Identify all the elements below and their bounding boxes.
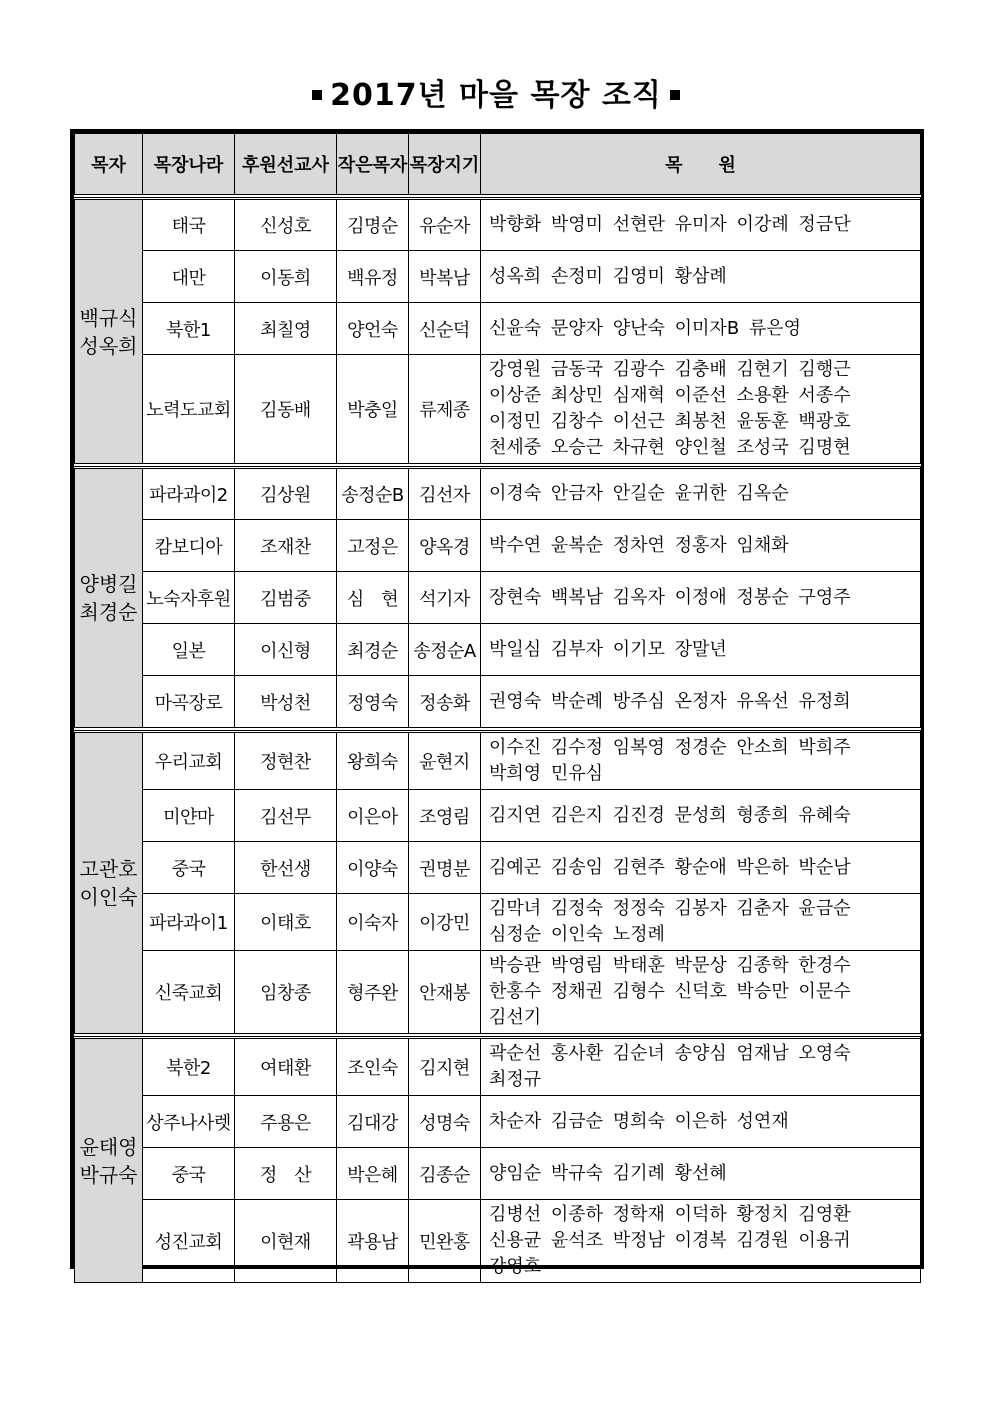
pastor-name: 성옥희 bbox=[79, 333, 138, 358]
members-line: 김선기 bbox=[489, 1007, 542, 1028]
members-line: 최정규 bbox=[489, 1069, 542, 1090]
members-line: 한홍수 정채권 김형수 신덕호 박승만 이문수 bbox=[489, 981, 851, 1002]
header-pastor: 목자 bbox=[75, 134, 143, 195]
small-pastor-cell: 백유정 bbox=[337, 251, 409, 303]
members-line: 이정민 김창수 이선근 최봉천 윤동훈 백광호 bbox=[489, 411, 851, 432]
missionary-cell: 이태호 bbox=[235, 894, 337, 951]
table-row bbox=[75, 1038, 921, 1096]
members-line: 박향화 박영미 선현란 유미자 이강례 정금단 bbox=[489, 214, 851, 235]
header-missionary: 후원선교사 bbox=[235, 134, 337, 195]
table-row bbox=[75, 199, 921, 251]
members-line: 천세중 오승근 차규현 양인철 조성국 김명현 bbox=[489, 437, 851, 458]
members-line: 성옥희 손정미 김영미 황삼례 bbox=[489, 265, 727, 287]
nation-cell: 중국 bbox=[143, 842, 235, 894]
small-pastor-cell: 박은혜 bbox=[337, 1148, 409, 1200]
square-bullet-icon bbox=[670, 90, 680, 100]
table-row bbox=[75, 1096, 921, 1148]
nation-cell: 중국 bbox=[143, 1148, 235, 1200]
pastor-name: 최경순 bbox=[79, 600, 138, 624]
page-title-text: 2017년 마을 목장 조직 bbox=[330, 78, 662, 113]
nation-cell: 노력도교회 bbox=[143, 355, 235, 464]
small-pastor-cell: 박충일 bbox=[337, 355, 409, 464]
nation-cell: 북한1 bbox=[143, 303, 235, 355]
header-nation: 목장나라 bbox=[143, 134, 235, 195]
pastor-name: 양병길 bbox=[79, 572, 138, 596]
pastor-cell bbox=[75, 468, 143, 728]
nation-cell: 마곡장로 bbox=[143, 676, 235, 728]
table-row bbox=[75, 732, 921, 790]
missionary-cell: 한선생 bbox=[235, 842, 337, 894]
keeper-cell: 권명분 bbox=[409, 842, 481, 894]
members-line: 신윤숙 문양자 양난숙 이미자B 류은영 bbox=[489, 317, 802, 339]
members-line: 곽순선 홍사환 김순녀 송양심 엄재남 오영숙 bbox=[489, 1043, 851, 1064]
table-row bbox=[75, 842, 921, 894]
members-cell bbox=[481, 468, 921, 520]
table-row bbox=[75, 676, 921, 728]
members-line: 박수연 윤복순 정차연 정홍자 임채화 bbox=[489, 534, 789, 556]
header-members: 목 원 bbox=[481, 134, 921, 195]
members-cell bbox=[481, 624, 921, 676]
pastor-cell bbox=[75, 1038, 143, 1283]
table-row bbox=[75, 624, 921, 676]
small-pastor-cell: 형주완 bbox=[337, 951, 409, 1034]
keeper-cell: 양옥경 bbox=[409, 520, 481, 572]
table-row bbox=[75, 572, 921, 624]
keeper-cell: 이강민 bbox=[409, 894, 481, 951]
members-cell bbox=[481, 355, 921, 464]
small-pastor-cell: 김명순 bbox=[337, 199, 409, 251]
members-line: 박승관 박영림 박태훈 박문상 김종학 한경수 bbox=[489, 955, 851, 976]
members-line: 김예곤 김송임 김현주 황순애 박은하 박순남 bbox=[489, 856, 851, 878]
small-pastor-cell: 이은아 bbox=[337, 790, 409, 842]
missionary-cell: 박성천 bbox=[235, 676, 337, 728]
keeper-cell: 윤현지 bbox=[409, 732, 481, 790]
nation-cell: 미얀마 bbox=[143, 790, 235, 842]
members-line: 심정순 이인숙 노정례 bbox=[489, 924, 665, 945]
members-cell bbox=[481, 251, 921, 303]
pastor-name: 윤태영 bbox=[79, 1134, 138, 1159]
small-pastor-cell: 이숙자 bbox=[337, 894, 409, 951]
members-cell bbox=[481, 732, 921, 790]
members-line: 권영숙 박순례 방주심 온정자 유옥선 유정희 bbox=[489, 690, 851, 712]
members-line: 강영호 bbox=[489, 1256, 542, 1277]
small-pastor-cell: 고정은 bbox=[337, 520, 409, 572]
missionary-cell: 이현재 bbox=[235, 1200, 337, 1283]
keeper-cell: 정송화 bbox=[409, 676, 481, 728]
members-line: 이경숙 안금자 안길순 윤귀한 김옥순 bbox=[489, 483, 789, 504]
nation-cell: 우리교회 bbox=[143, 732, 235, 790]
table-row bbox=[75, 251, 921, 303]
members-line: 장현숙 백복남 김옥자 이정애 정봉순 구영주 bbox=[489, 586, 851, 608]
small-pastor-cell: 송정순B bbox=[337, 468, 409, 520]
table-row bbox=[75, 790, 921, 842]
keeper-cell: 성명숙 bbox=[409, 1096, 481, 1148]
pastor-name: 백규식 bbox=[79, 305, 138, 330]
nation-cell: 파라과이1 bbox=[143, 894, 235, 951]
nation-cell: 성진교회 bbox=[143, 1200, 235, 1283]
small-pastor-cell: 정영숙 bbox=[337, 676, 409, 728]
organization-table bbox=[74, 133, 921, 1283]
keeper-cell: 유순자 bbox=[409, 199, 481, 251]
nation-cell: 파라과이2 bbox=[143, 468, 235, 520]
members-line: 강영원 금동국 김광수 김충배 김현기 김행근 bbox=[489, 359, 851, 380]
nation-cell: 노숙자후원 bbox=[143, 572, 235, 624]
table-row bbox=[75, 355, 921, 464]
members-cell bbox=[481, 303, 921, 355]
keeper-cell: 류제종 bbox=[409, 355, 481, 464]
small-pastor-cell: 조인숙 bbox=[337, 1038, 409, 1096]
members-cell bbox=[481, 842, 921, 894]
nation-cell: 일본 bbox=[143, 624, 235, 676]
table-row bbox=[75, 303, 921, 355]
small-pastor-cell: 왕희숙 bbox=[337, 732, 409, 790]
missionary-cell: 김동배 bbox=[235, 355, 337, 464]
table-header-row bbox=[75, 134, 921, 195]
nation-cell: 북한2 bbox=[143, 1038, 235, 1096]
members-line: 박희영 민유심 bbox=[489, 763, 604, 784]
table-row bbox=[75, 520, 921, 572]
members-line: 김막녀 김정숙 정정숙 김봉자 김춘자 윤금순 bbox=[489, 898, 851, 919]
header-small-pastor: 작은목자 bbox=[337, 134, 409, 195]
members-cell bbox=[481, 951, 921, 1034]
small-pastor-cell: 심 현 bbox=[337, 572, 409, 624]
members-line: 신용균 윤석조 박정남 이경복 김경원 이용귀 bbox=[489, 1230, 851, 1251]
members-cell bbox=[481, 199, 921, 251]
members-cell bbox=[481, 1200, 921, 1283]
nation-cell: 신죽교회 bbox=[143, 951, 235, 1034]
organization-table-frame bbox=[70, 129, 924, 1277]
keeper-cell: 김지현 bbox=[409, 1038, 481, 1096]
missionary-cell: 이신형 bbox=[235, 624, 337, 676]
missionary-cell: 정현찬 bbox=[235, 732, 337, 790]
table-row bbox=[75, 951, 921, 1034]
keeper-cell: 송정순A bbox=[409, 624, 481, 676]
small-pastor-cell: 곽용남 bbox=[337, 1200, 409, 1283]
missionary-cell: 최칠영 bbox=[235, 303, 337, 355]
header-keeper: 목장지기 bbox=[409, 134, 481, 195]
missionary-cell: 임창종 bbox=[235, 951, 337, 1034]
members-line: 이상준 최상민 심재혁 이준선 소용환 서종수 bbox=[489, 385, 851, 406]
table-row bbox=[75, 1200, 921, 1283]
members-line: 김지연 김은지 김진경 문성희 형종희 유혜숙 bbox=[489, 804, 851, 826]
keeper-cell: 민완홍 bbox=[409, 1200, 481, 1283]
missionary-cell: 정 산 bbox=[235, 1148, 337, 1200]
table-row bbox=[75, 468, 921, 520]
missionary-cell: 조재찬 bbox=[235, 520, 337, 572]
nation-cell: 대만 bbox=[143, 251, 235, 303]
missionary-cell: 신성호 bbox=[235, 199, 337, 251]
missionary-cell: 주용은 bbox=[235, 1096, 337, 1148]
keeper-cell: 김선자 bbox=[409, 468, 481, 520]
square-bullet-icon bbox=[312, 90, 322, 100]
keeper-cell: 김종순 bbox=[409, 1148, 481, 1200]
members-cell bbox=[481, 572, 921, 624]
keeper-cell: 박복남 bbox=[409, 251, 481, 303]
keeper-cell: 신순덕 bbox=[409, 303, 481, 355]
pastor-name: 이인숙 bbox=[79, 885, 138, 909]
nation-cell: 상주나사렛 bbox=[143, 1096, 235, 1148]
table-row bbox=[75, 894, 921, 951]
members-cell bbox=[481, 894, 921, 951]
members-cell bbox=[481, 676, 921, 728]
members-line: 김병선 이종하 정학재 이덕하 황정치 김영환 bbox=[489, 1204, 851, 1225]
missionary-cell: 김상원 bbox=[235, 468, 337, 520]
missionary-cell: 여태환 bbox=[235, 1038, 337, 1096]
keeper-cell: 조영림 bbox=[409, 790, 481, 842]
members-cell bbox=[481, 1038, 921, 1096]
members-line: 이수진 김수정 임복영 정경순 안소희 박희주 bbox=[489, 737, 851, 758]
keeper-cell: 석기자 bbox=[409, 572, 481, 624]
pastor-name: 박규숙 bbox=[79, 1162, 138, 1187]
pastor-name: 고관호 bbox=[79, 857, 138, 881]
members-cell bbox=[481, 520, 921, 572]
nation-cell: 캄보디아 bbox=[143, 520, 235, 572]
small-pastor-cell: 이양숙 bbox=[337, 842, 409, 894]
nation-cell: 태국 bbox=[143, 199, 235, 251]
members-line: 양임순 박규숙 김기례 황선혜 bbox=[489, 1162, 727, 1184]
pastor-cell bbox=[75, 732, 143, 1034]
table-row bbox=[75, 1148, 921, 1200]
members-cell bbox=[481, 1096, 921, 1148]
members-cell bbox=[481, 1148, 921, 1200]
small-pastor-cell: 최경순 bbox=[337, 624, 409, 676]
pastor-cell bbox=[75, 199, 143, 464]
table-body bbox=[75, 195, 921, 1283]
missionary-cell: 이동희 bbox=[235, 251, 337, 303]
missionary-cell: 김선무 bbox=[235, 790, 337, 842]
members-cell bbox=[481, 790, 921, 842]
members-line: 박일심 김부자 이기모 장말년 bbox=[489, 638, 727, 660]
missionary-cell: 김범중 bbox=[235, 572, 337, 624]
small-pastor-cell: 양언숙 bbox=[337, 303, 409, 355]
keeper-cell: 안재봉 bbox=[409, 951, 481, 1034]
page-title bbox=[0, 70, 992, 114]
members-line: 차순자 김금순 명희숙 이은하 성연재 bbox=[489, 1110, 789, 1132]
small-pastor-cell: 김대강 bbox=[337, 1096, 409, 1148]
